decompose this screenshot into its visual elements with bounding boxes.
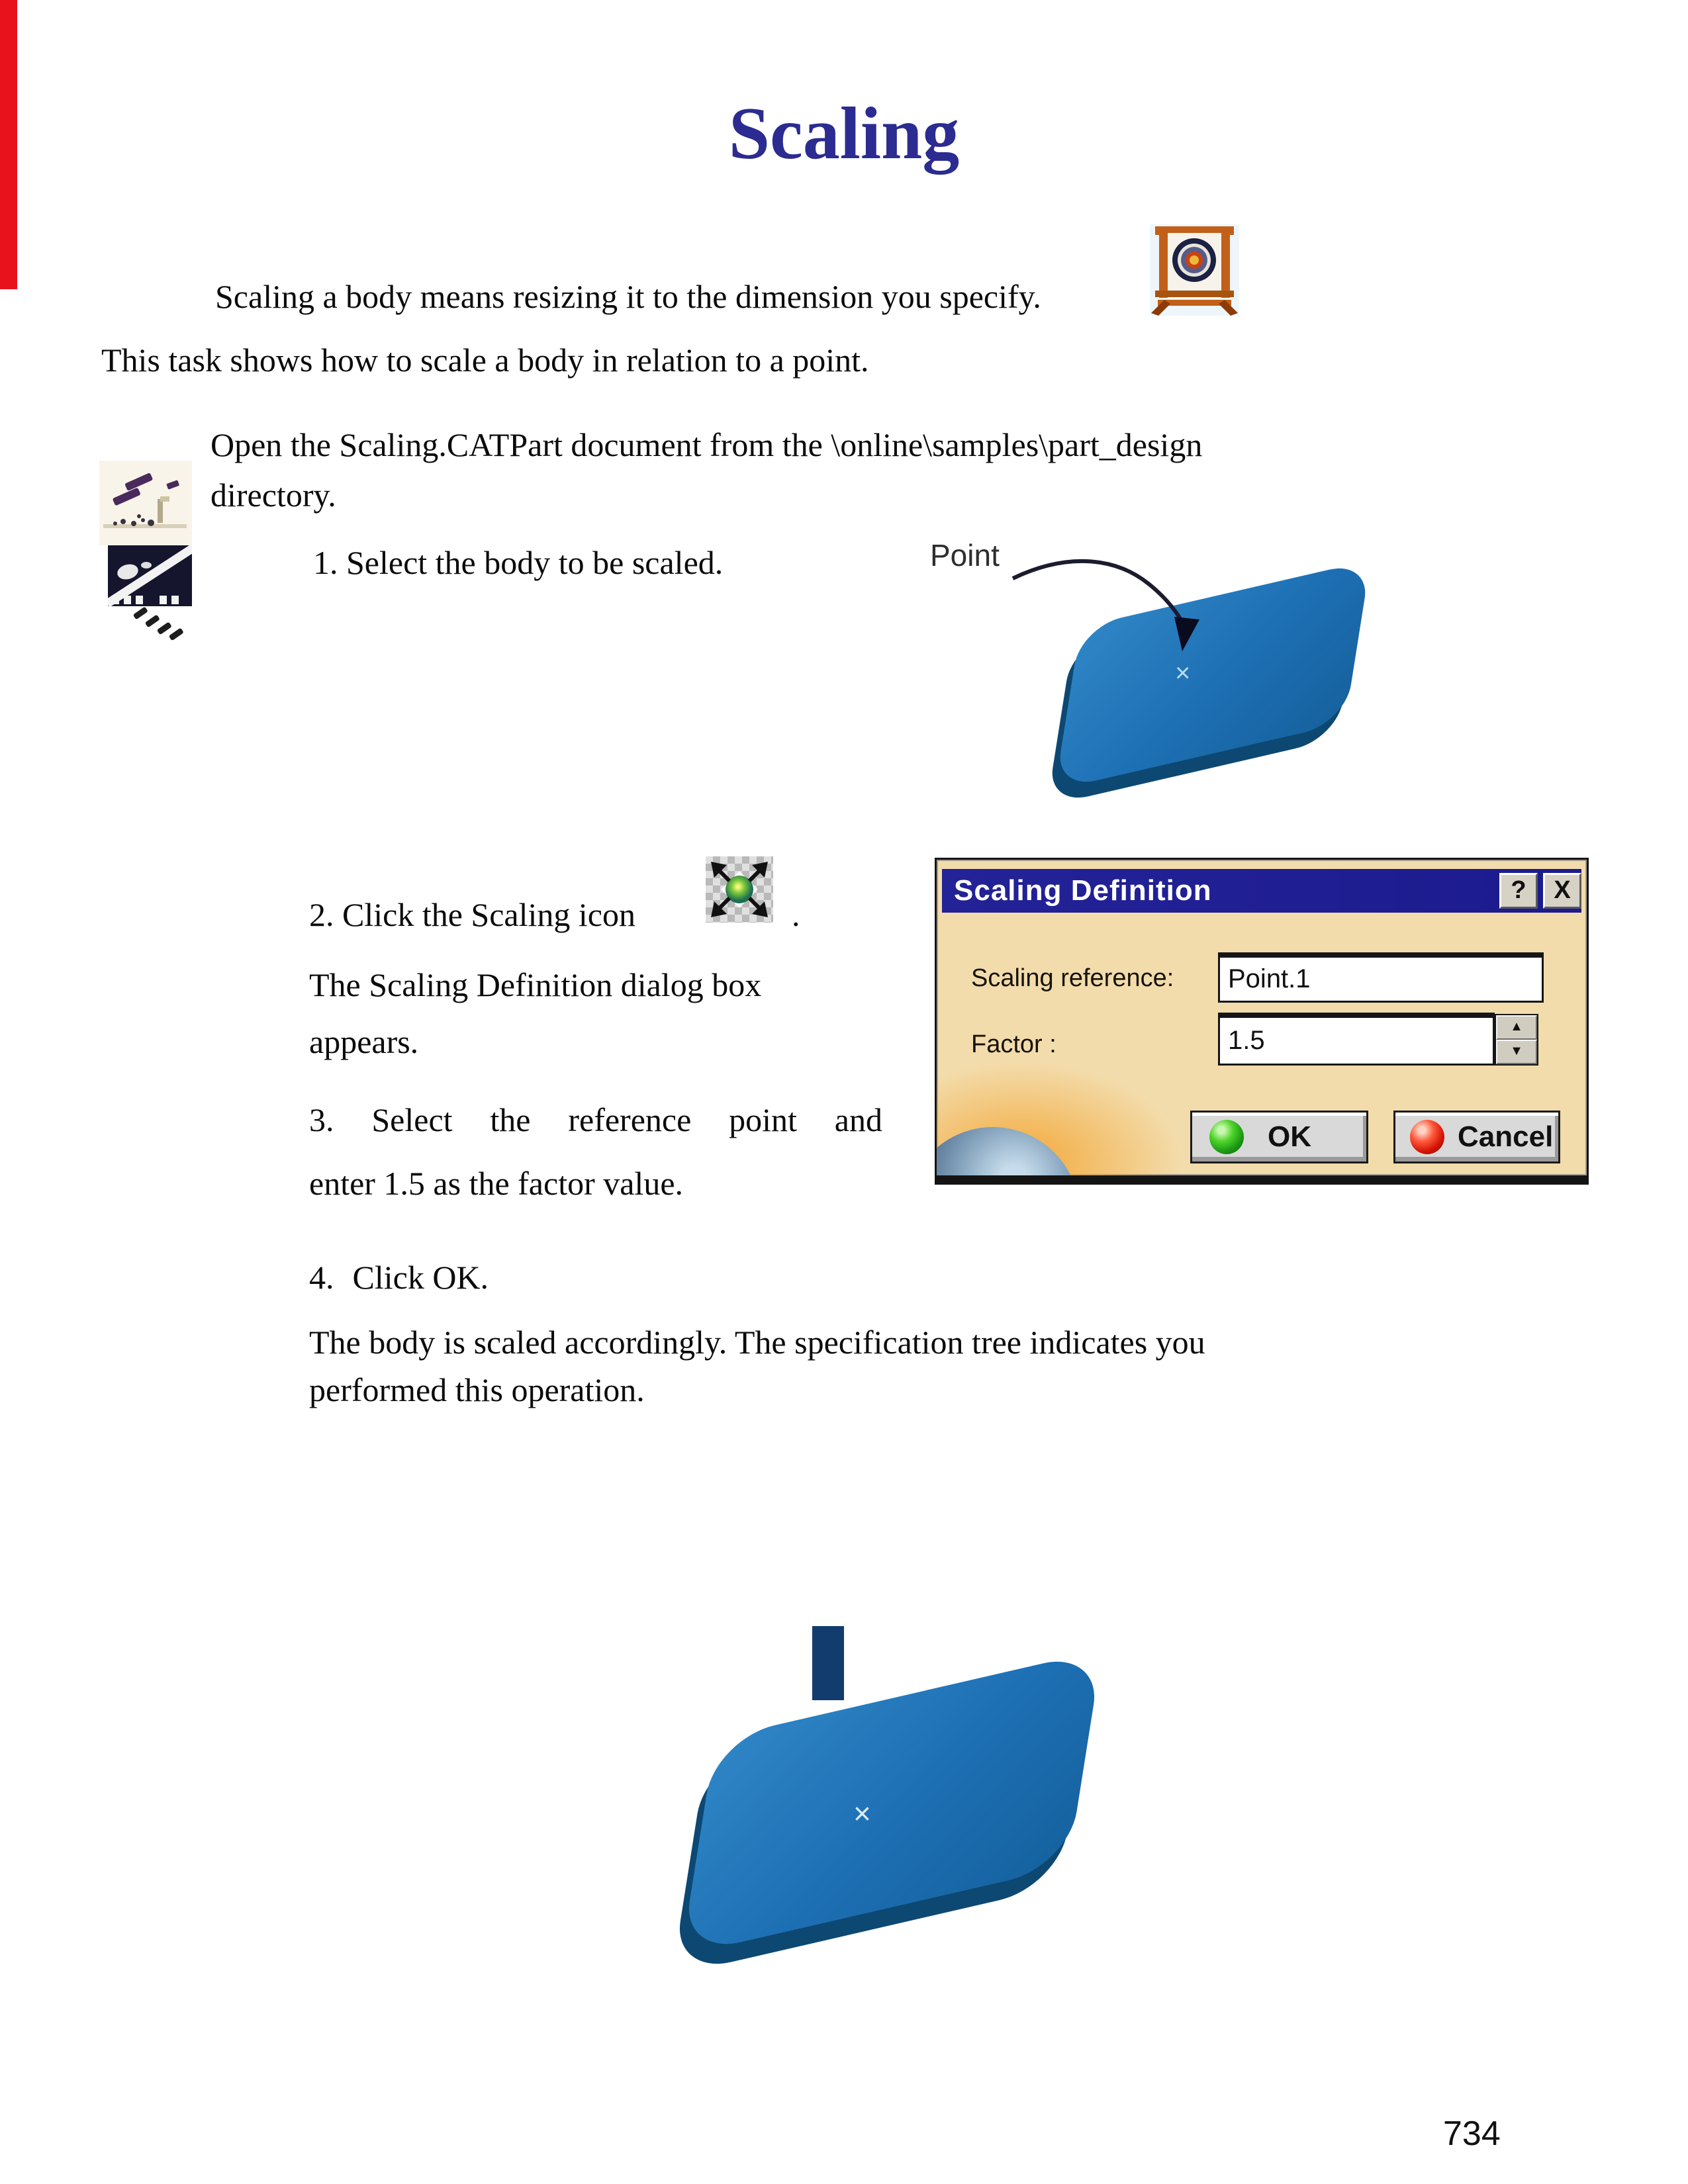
help-button[interactable]: ? [1499, 873, 1538, 909]
scaling-reference-input[interactable]: Point.1 [1218, 952, 1544, 1003]
step-3-line-2: enter 1.5 as the factor value. [309, 1165, 684, 1202]
step-4-number: 4. [309, 1259, 334, 1296]
open-instruction-line-2: directory. [211, 477, 336, 514]
figure-scaled-body [665, 1625, 1155, 1976]
result-line-2: performed this operation. [309, 1371, 645, 1408]
open-document-icon [99, 461, 192, 545]
scaling-reference-label: Scaling reference: [971, 964, 1174, 992]
step-3-line-1: 3. Select the reference point and [309, 1101, 882, 1138]
factor-label: Factor : [971, 1030, 1056, 1058]
factor-input[interactable]: 1.5 [1218, 1013, 1495, 1066]
step-2-note-line-1: The Scaling Definition dialog box [309, 966, 762, 1003]
ok-button-label: OK [1268, 1120, 1311, 1153]
dialog-title-bar [942, 869, 1581, 913]
factor-spinner [1495, 1014, 1538, 1066]
dialog-title: Scaling Definition [954, 874, 1212, 907]
point-label: Point [930, 538, 1000, 572]
step-2-period: . [792, 896, 800, 933]
cancel-button-label: Cancel [1458, 1120, 1554, 1153]
spinner-up-button[interactable]: ▲ [1496, 1015, 1537, 1040]
step-4 [309, 1257, 489, 1297]
spinner-down-button[interactable]: ▼ [1496, 1040, 1537, 1064]
ok-sphere-icon [1209, 1120, 1244, 1154]
cancel-button[interactable] [1393, 1111, 1560, 1163]
page-title: Scaling [728, 93, 960, 175]
scaling-icon[interactable] [706, 856, 773, 923]
result-line-1: The body is scaled accordingly. The specification tree indicates you [309, 1324, 1205, 1361]
cancel-sphere-icon [1410, 1120, 1444, 1154]
step-2: 2. Click the Scaling icon [309, 896, 635, 933]
close-button[interactable]: X [1543, 873, 1581, 909]
scaling-definition-dialog [935, 858, 1589, 1185]
point-arrow-icon [1006, 551, 1231, 683]
center-point-marker: × [853, 1796, 871, 1831]
point-marker: × [1175, 659, 1191, 688]
step-4-text: Click OK. [352, 1259, 489, 1296]
step-2-note-line-2: appears. [309, 1023, 419, 1060]
intro-line-1: Scaling a body means resizing it to the dimension you specify. [215, 278, 1041, 315]
open-instruction-line-1: Open the Scaling.CATPart document from the \online\samples\part_design [211, 426, 1203, 463]
ok-button[interactable] [1190, 1111, 1368, 1163]
page-number: 734 [1443, 2115, 1501, 2153]
figure-body-with-point [914, 523, 1430, 807]
step-1: 1. Select the body to be scaled. [313, 544, 724, 581]
scenario-icon [108, 545, 192, 642]
axis-stub [812, 1626, 844, 1700]
target-icon [1150, 224, 1239, 316]
intro-line-2: This task shows how to scale a body in relation to a point. [101, 341, 869, 379]
